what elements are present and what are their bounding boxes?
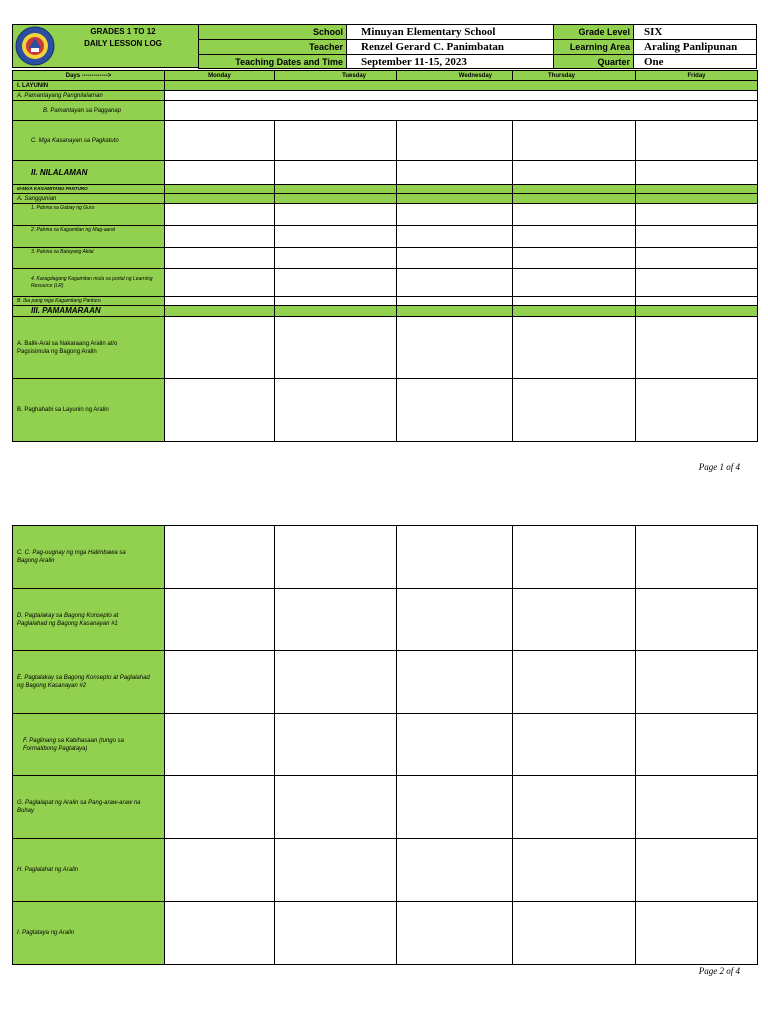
cell-batayang-mon[interactable] [165, 248, 275, 269]
cell-kagamitan-wed[interactable] [397, 226, 513, 248]
quarter-value: One [634, 55, 757, 69]
cell-karagdagang-wed[interactable] [397, 269, 513, 297]
teacher-value: Renzel Gerard C. Panimbatan [347, 40, 554, 55]
row-balik-aral: A. Balik-Aral sa Nakaraang Aralin at/o Pagsisimula ng Bagong Aralin [13, 317, 165, 379]
cell-pag-uugnay-mon[interactable] [165, 526, 275, 589]
page-number-1: Page 1 of 4 [698, 462, 740, 472]
cell-paghahabi-mon[interactable] [165, 379, 275, 442]
row-pahina-gabay: 1. Pahina sa Gabay ng Guro [13, 204, 165, 226]
cell-pagtalakay-2-thu[interactable] [513, 651, 636, 714]
cell-pagtalakay-2-fri[interactable] [636, 651, 758, 714]
day-thursday: Thursday [513, 71, 636, 81]
quarter-label: Quarter [554, 55, 634, 69]
layunin-band [165, 81, 758, 91]
cell-kasanayan-fri[interactable] [636, 121, 758, 161]
cell-paglalapat-wed[interactable] [397, 776, 513, 839]
cell-pagtalakay-2-tue[interactable] [275, 651, 397, 714]
cell-nilalaman-tue[interactable] [275, 161, 397, 185]
cell-paglalahat-fri[interactable] [636, 839, 758, 902]
teacher-label: Teacher [199, 40, 347, 55]
days-label: Days -------------> [13, 71, 165, 81]
cell-pagtalakay-1-mon[interactable] [165, 589, 275, 651]
row-paglalapat: G. Paglalapat ng Aralin sa Pang-araw-araw na Buhay [13, 776, 165, 839]
cell-pagtalakay-1-thu[interactable] [513, 589, 636, 651]
cell-iba-pang-wed[interactable] [397, 297, 513, 306]
day-friday: Friday [636, 71, 758, 81]
cell-kasanayan-thu[interactable] [513, 121, 636, 161]
cell-batayang-thu[interactable] [513, 248, 636, 269]
row-paghahabi: B. Paghahabi sa Layunin ng Aralin [13, 379, 165, 442]
cell-paghahabi-thu[interactable] [513, 379, 636, 442]
cell-paglalahat-tue[interactable] [275, 839, 397, 902]
cell-nilalaman-mon[interactable] [165, 161, 275, 185]
grade-level-value: SIX [634, 25, 757, 40]
row-pamantayang-pangnilalaman: A. Pamantayang Pangnilalaman [13, 91, 165, 101]
cell-paglinang-fri[interactable] [636, 714, 758, 776]
cell-paghahabi-fri[interactable] [636, 379, 758, 442]
cell-pagtataya-wed[interactable] [397, 902, 513, 965]
cell-gabay-thu[interactable] [513, 204, 636, 226]
cell-pag-uugnay-wed[interactable] [397, 526, 513, 589]
row-pahina-batayang-aklat: 3. Pahina sa Batayang Aklat [13, 248, 165, 269]
dates-label: Teaching Dates and Time [199, 55, 347, 69]
cell-nilalaman-wed[interactable] [397, 161, 513, 185]
cell-paglalapat-tue[interactable] [275, 776, 397, 839]
header-title-block [12, 24, 199, 68]
cell-kasanayan-wed[interactable] [397, 121, 513, 161]
cell-gabay-wed[interactable] [397, 204, 513, 226]
row-pagtalakay-1: D. Pagtalakay sa Bagong Konsepto at Paglalahad ng Bagong Kasanayan #1 [13, 589, 165, 651]
page-number-2: Page 2 of 4 [698, 966, 740, 976]
cell-pagtalakay-2-wed[interactable] [397, 651, 513, 714]
cell-kagamitan-thu[interactable] [513, 226, 636, 248]
header-title-line2: DAILY LESSON LOG [84, 39, 162, 48]
row-pag-uugnay: C. C. Pag-uugnay ng mga Halimbawa sa Bagong Aralin [13, 526, 165, 589]
learning-area-label: Learning Area [554, 40, 634, 55]
cell-iba-pang-fri[interactable] [636, 297, 758, 306]
row-sanggunian: A. Sanggunian [13, 194, 165, 204]
grade-level-label: Grade Level [554, 25, 634, 40]
row-paglinang: F. Paglinang sa Kabihasaan (tungo sa Formatibong Pagtataya) [13, 714, 165, 776]
cell-balik-aral-tue[interactable] [275, 317, 397, 379]
cell-pamantayang-pangnilalaman[interactable] [165, 91, 758, 101]
days-row [13, 71, 758, 81]
row-iba-pang-kagamitan: B. Iba pang mga Kagamitang Panturo [13, 297, 165, 306]
cell-pagtataya-fri[interactable] [636, 902, 758, 965]
cell-paglinang-wed[interactable] [397, 714, 513, 776]
section-pamamaraan: III. PAMAMARAAN [13, 306, 165, 317]
school-value: Minuyan Elementary School [347, 25, 554, 40]
cell-karagdagang-tue[interactable] [275, 269, 397, 297]
row-pagtalakay-2: E. Pagtalakay sa Bagong Konsepto at Paglalahad ng Bagong Kasanayan #2 [13, 651, 165, 714]
cell-paghahabi-tue[interactable] [275, 379, 397, 442]
cell-kagamitan-tue[interactable] [275, 226, 397, 248]
cell-pagtalakay-2-mon[interactable] [165, 651, 275, 714]
cell-kagamitan-mon[interactable] [165, 226, 275, 248]
cell-pagtalakay-1-tue[interactable] [275, 589, 397, 651]
section-layunin: I. LAYUNIN [13, 81, 165, 91]
day-tuesday: Tuesday [275, 71, 397, 81]
lesson-log-table-page1 [12, 70, 758, 442]
cell-gabay-mon[interactable] [165, 204, 275, 226]
cell-paghahabi-wed[interactable] [397, 379, 513, 442]
section-kagamitang-panturo: III-MGA KAGAMITANG PANTURO [13, 185, 165, 194]
cell-paglalahat-thu[interactable] [513, 839, 636, 902]
cell-pag-uugnay-thu[interactable] [513, 526, 636, 589]
cell-balik-aral-fri[interactable] [636, 317, 758, 379]
cell-balik-aral-wed[interactable] [397, 317, 513, 379]
row-pagtataya: I. Pagtataya ng Aralin [13, 902, 165, 965]
row-pamantayan-sa-pagganap: B. Pamantayan sa Pagganap [13, 101, 165, 121]
cell-nilalaman-thu[interactable] [513, 161, 636, 185]
section-nilalaman: II. NILALAMAN [13, 161, 165, 185]
cell-paglinang-tue[interactable] [275, 714, 397, 776]
cell-kasanayan-mon[interactable] [165, 121, 275, 161]
cell-balik-aral-thu[interactable] [513, 317, 636, 379]
cell-gabay-fri[interactable] [636, 204, 758, 226]
cell-karagdagang-mon[interactable] [165, 269, 275, 297]
row-karagdagang-kagamitan: 4. Karagdagang Kagamitan mula sa portal ng Learning Resource (LR) [13, 269, 165, 297]
day-wednesday: Wednesday [397, 71, 513, 81]
day-monday: Monday [165, 71, 275, 81]
cell-iba-pang-thu[interactable] [513, 297, 636, 306]
cell-kasanayan-tue[interactable] [275, 121, 397, 161]
cell-batayang-fri[interactable] [636, 248, 758, 269]
learning-area-value: Araling Panlipunan [634, 40, 757, 55]
cell-batayang-wed[interactable] [397, 248, 513, 269]
cell-paglinang-mon[interactable] [165, 714, 275, 776]
cell-pagtalakay-1-wed[interactable] [397, 589, 513, 651]
cell-pag-uugnay-tue[interactable] [275, 526, 397, 589]
cell-paglalahat-wed[interactable] [397, 839, 513, 902]
cell-pagtalakay-1-fri[interactable] [636, 589, 758, 651]
cell-paglalapat-mon[interactable] [165, 776, 275, 839]
row-pahina-kagamitan: 2. Pahina sa Kagamitan ng Mag-aaral [13, 226, 165, 248]
cell-paglalapat-fri[interactable] [636, 776, 758, 839]
cell-pamantayan-sa-pagganap[interactable] [165, 101, 758, 121]
cell-karagdagang-thu[interactable] [513, 269, 636, 297]
cell-nilalaman-fri[interactable] [636, 161, 758, 185]
cell-iba-pang-mon[interactable] [165, 297, 275, 306]
header-title-line1: GRADES 1 TO 12 [90, 27, 156, 36]
cell-pagtataya-mon[interactable] [165, 902, 275, 965]
school-seal-logo [15, 26, 55, 66]
row-kasanayan-sa-pagkatuto: C. Mga Kasanayan sa Pagkatuto [13, 121, 165, 161]
cell-pagtataya-tue[interactable] [275, 902, 397, 965]
cell-paglalapat-thu[interactable] [513, 776, 636, 839]
cell-batayang-tue[interactable] [275, 248, 397, 269]
cell-gabay-tue[interactable] [275, 204, 397, 226]
cell-iba-pang-tue[interactable] [275, 297, 397, 306]
cell-paglalahat-mon[interactable] [165, 839, 275, 902]
cell-kagamitan-fri[interactable] [636, 226, 758, 248]
cell-paglinang-thu[interactable] [513, 714, 636, 776]
cell-karagdagang-fri[interactable] [636, 269, 758, 297]
lesson-log-table-page2 [12, 525, 758, 965]
cell-balik-aral-mon[interactable] [165, 317, 275, 379]
cell-pag-uugnay-fri[interactable] [636, 526, 758, 589]
row-paglalahat: H. Paglalahat ng Aralin [13, 839, 165, 902]
header-info-table [198, 24, 757, 69]
school-label: School [199, 25, 347, 40]
cell-pagtataya-thu[interactable] [513, 902, 636, 965]
dates-value: September 11-15, 2023 [347, 55, 554, 69]
